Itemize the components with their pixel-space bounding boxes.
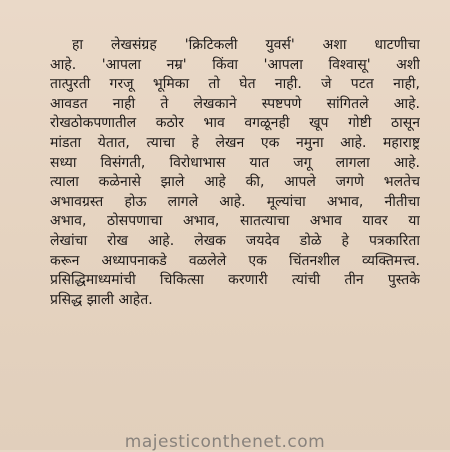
paragraph-line-6: मांडता येतात, त्याचा हे लेखन एक नमुना आहे. महाराष्ट्र [50, 134, 420, 151]
paragraph-line-4: आवडत नाही ते लेखकाने स्पष्टपणे सांगितले आहे. [50, 95, 420, 112]
paragraph-line-5: रोखठोकपणातील कठोर भाव वगळूनही खूप गोष्टी ठासून [50, 115, 420, 132]
paragraph-line-1: हा लेखसंग्रह 'क्रिटिकली युवर्स' अशा धाटणीचा [72, 37, 420, 53]
paragraph-line-8: त्याला कळेनासे झाले आहे की, आपले जगणे भलतेच [50, 174, 420, 191]
paragraph-line-13: प्रसिद्धिमाध्यमांची चिकित्सा करणारी त्यांची तीन पुस्तके [50, 272, 420, 289]
site-watermark: majesticonthenet.com [124, 432, 326, 452]
paragraph-line-10: अभाव, ठोसपणाचा अभाव, सातत्याचा अभाव यावर या [50, 213, 420, 230]
paragraph-line-14: प्रसिद्ध झाली आहेत. [50, 291, 153, 308]
paragraph-line-2: आहे. 'आपला नम्र' किंवा 'आपला विश्वासू' अशी [50, 56, 420, 73]
paragraph-line-3: तात्पुरती गरजू भूमिका तो घेत नाही. जे पटत नाही, [50, 76, 420, 93]
paragraph-line-11: लेखांचा रोख आहे. लेखक जयदेव डोळे हे पत्रकारिता [50, 232, 420, 249]
paragraph-line-9: अभावग्रस्त होऊ लागले आहे. मूल्यांचा अभाव, नीतीचा [50, 193, 420, 210]
paragraph-line-12: करून अध्यापनाकडे वळलेले एक चिंतनशील व्यक्तिमत्त्व. [50, 252, 420, 269]
paragraph-line-7: सध्या विसंगती, विरोधाभास यात जगू लागला आहे. [50, 154, 420, 171]
book-description-paragraph [50, 36, 420, 310]
